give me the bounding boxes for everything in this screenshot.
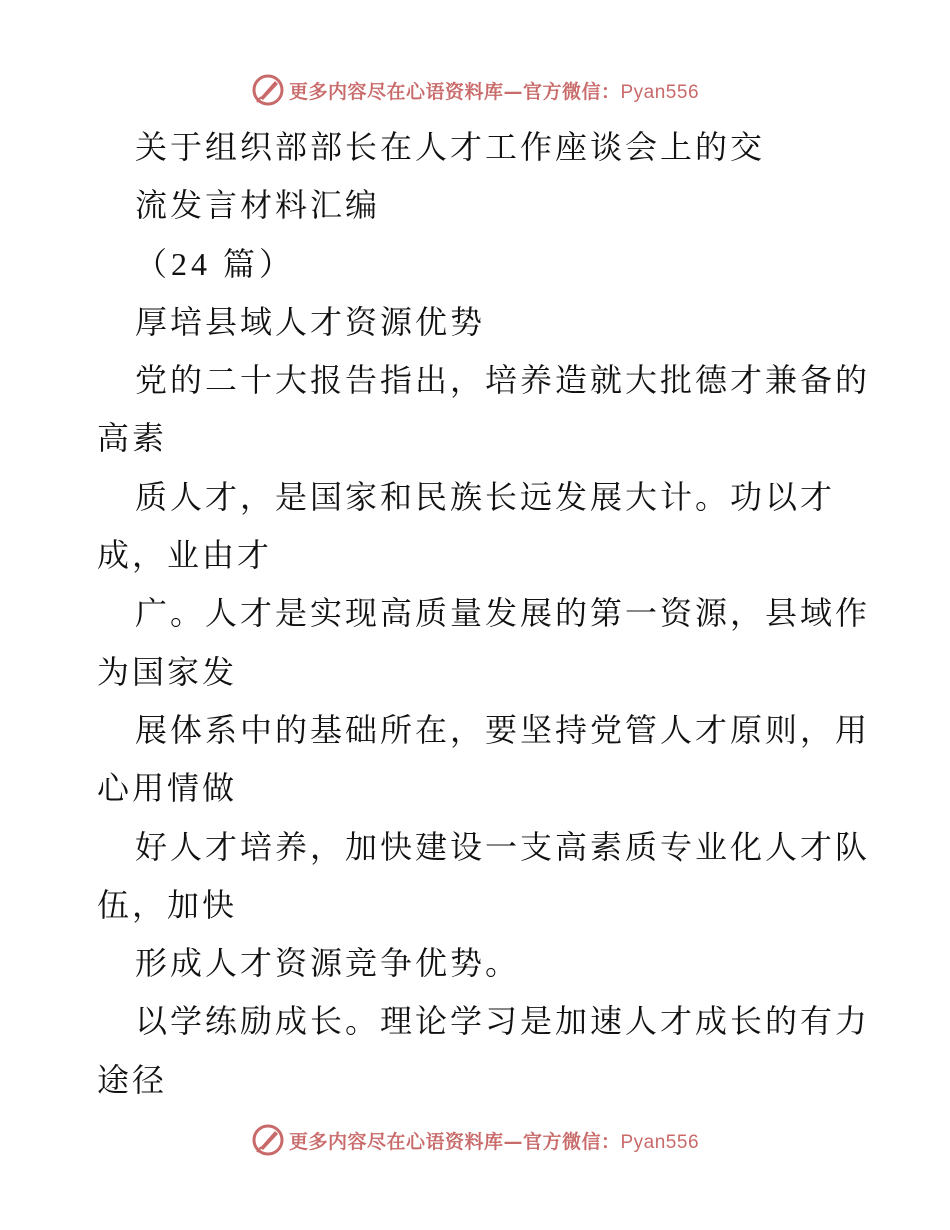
- paragraph-line: 成，业由才: [97, 536, 273, 575]
- banner-text: 更多内容尽在心语资料库—官方微信：Pyan556: [288, 80, 700, 103]
- document-title-line-1: 关于组织部部长在人才工作座谈会上的交: [135, 128, 766, 166]
- banner-wechat-id: Pyan556: [620, 1131, 700, 1153]
- document-title-count: （24 篇）: [135, 245, 296, 282]
- section-heading: 厚培县域人才资源优势: [135, 302, 486, 341]
- paragraph-line: 高素: [97, 419, 168, 458]
- paragraph-line: 为国家发: [97, 652, 238, 691]
- paragraph-line: 质人才，是国家和民族长远发展大计。功以才: [135, 477, 836, 516]
- paragraph-line: 形成人才资源竞争优势。: [135, 944, 521, 983]
- paragraph-line: 好人才培养，加快建设一支高素质专业化人才队: [135, 827, 871, 866]
- paragraph-line: 广。人才是实现高质量发展的第一资源，县域作: [135, 594, 871, 633]
- paragraph-line: 心用情做: [97, 769, 238, 808]
- footer-banner: [0, 1120, 950, 1160]
- paragraph-line: 伍，加快: [97, 885, 238, 924]
- paragraph-line: 党的二十大报告指出，培养造就大批德才兼备的: [135, 361, 871, 400]
- header-banner: [0, 70, 950, 110]
- document-title-line-2: 流发言材料汇编: [135, 186, 381, 225]
- paragraph-line: 展体系中的基础所在，要坚持党管人才原则，用: [135, 710, 871, 749]
- paragraph-line: 以学练励成长。理论学习是加速人才成长的有力: [135, 1002, 871, 1041]
- document-body: [97, 118, 871, 1109]
- banner-text: 更多内容尽在心语资料库—官方微信：Pyan556: [288, 1130, 700, 1153]
- paragraph-line: 途径: [97, 1060, 168, 1099]
- quill-pen-logo-icon: [251, 73, 285, 107]
- quill-pen-logo-icon: [251, 1123, 285, 1157]
- banner-wechat-id: Pyan556: [620, 81, 700, 103]
